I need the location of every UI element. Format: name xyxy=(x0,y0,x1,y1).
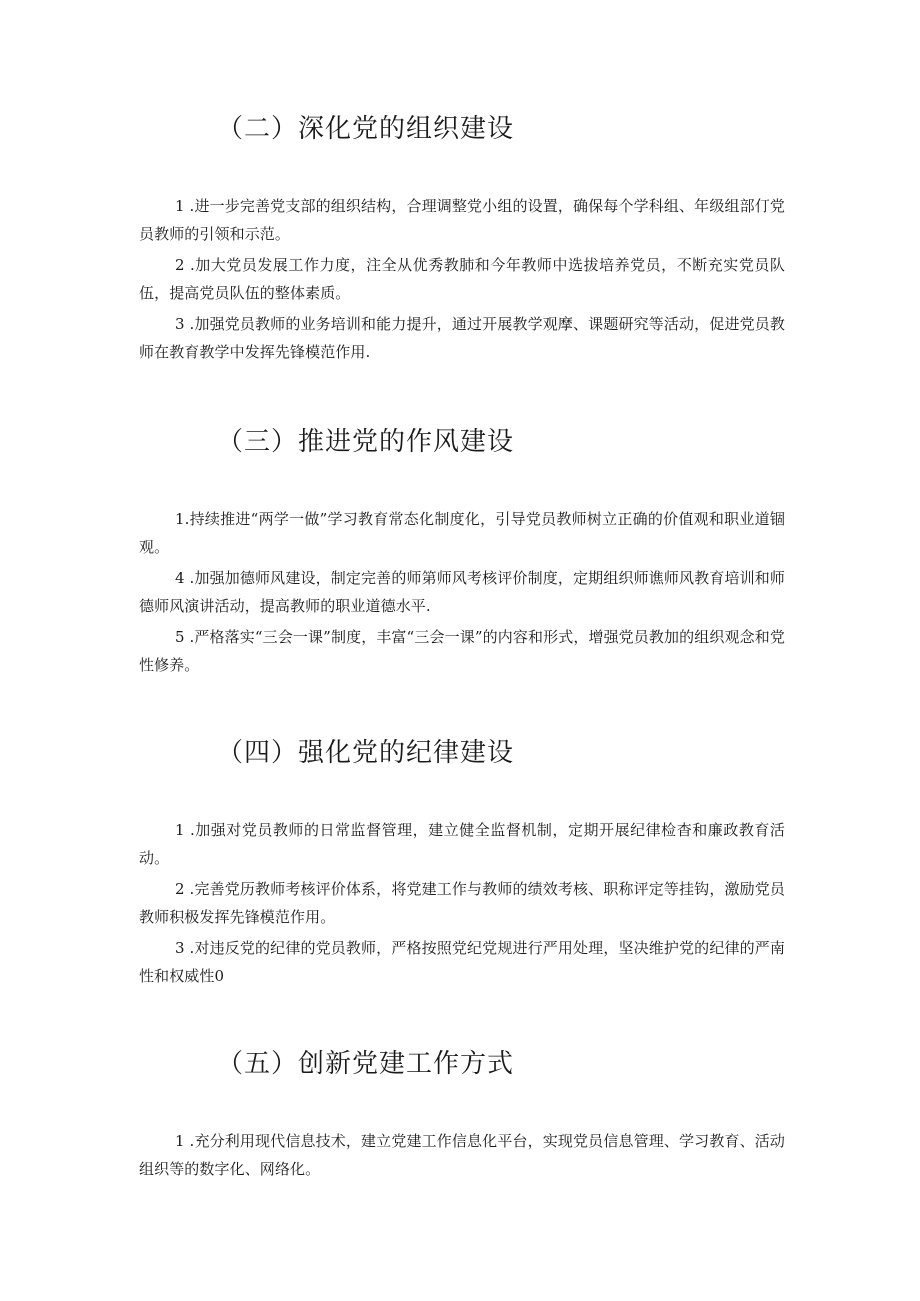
list-item: 1 .充分利用现代信息技术，建立党建工作信息化平台，实现党员信息管理、学习教育、活动组织等的数字化、网络化。 xyxy=(139,1132,785,1178)
section-items xyxy=(139,192,785,366)
list-item: 2 .加大党员发展工作力度，注全从优秀教肺和今年教师中选拔培养党员，不断充实党员队伍，提高党员队伍的整体素质。 xyxy=(139,256,785,302)
section-heading: （五）创新党建工作方式 xyxy=(217,1049,515,1079)
list-item: 1 .进一步完善党支部的组织结构，合理调整党小组的设置，确保每个学科组、年级组部仃党员教师的引领和示范。 xyxy=(139,197,785,243)
list-item: 1 .加强对党员教师的日常监督管理，建立健全监督机制，定期开展纪律检杳和廉政教育活动。 xyxy=(139,821,785,867)
section-organization xyxy=(139,112,785,366)
section-heading: （三）推进党的作风建设 xyxy=(217,427,515,457)
section-heading: （二）深化党的组织建设 xyxy=(217,114,515,144)
section-items xyxy=(139,1127,785,1183)
section-items xyxy=(139,505,785,679)
list-item: 5 .严格落实“三会一课”制度，丰富“三会一课”的内容和形式，增强党员教加的组织观念和党性修养。 xyxy=(139,628,785,674)
list-item: 3 .加强党员教师的业务培训和能力提升，通过开展教学观摩、课题研究等活动，促进党员教师在教育教学中发挥先锋模范作用. xyxy=(139,315,785,361)
list-item: 1.持续推进“两学一做”学习教育常态化制度化，引导党员教师树立正确的价值观和职业道锢观。 xyxy=(139,510,785,556)
section-items xyxy=(139,816,785,990)
section-style xyxy=(139,425,785,679)
section-heading: （四）强化党的纪律建设 xyxy=(217,738,515,768)
list-item: 2 .完善党历教师考核评价体系，将党建工作与教师的绩效考核、职称评定等挂钩，激励党员教师积极发挥先锋模范作用。 xyxy=(139,880,785,926)
list-item: 3 .对违反党的纪律的党员教师，严格按照党纪党规进行严用处理，坚决维护党的纪律的严南性和权威性0 xyxy=(139,939,785,985)
section-discipline xyxy=(139,736,785,990)
list-item: 4 .加强加德师风建设，制定完善的师第师风考核评价制度，定期组织师谯师风教育培训和师德师风演讲活动，提高教师的职业道德水平. xyxy=(139,569,785,615)
section-innovation xyxy=(139,1047,785,1183)
